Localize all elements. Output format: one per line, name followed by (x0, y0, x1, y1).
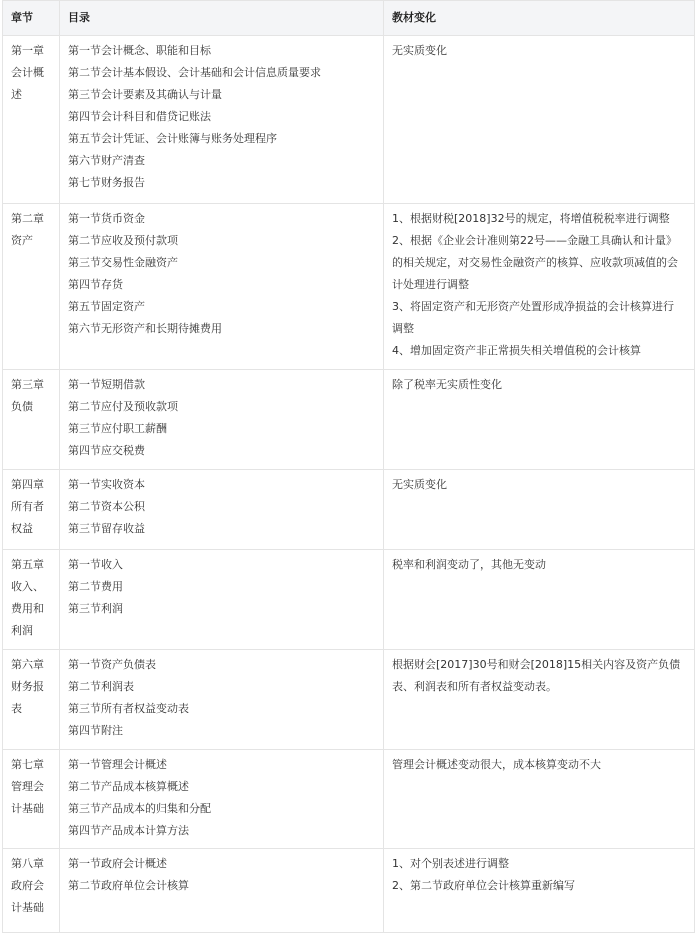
change-line: 根据财会[2017]30号和财会[2018]15相关内容及资产负债 (392, 658, 681, 671)
table-row (3, 370, 695, 470)
chapter-cell (3, 550, 60, 650)
chapter-label: 负债 (11, 400, 33, 413)
changes-cell (384, 849, 695, 933)
chapter-cell (3, 849, 60, 933)
section-item: 第五节固定资产 (68, 300, 145, 313)
chapter-label: 政府会 (11, 879, 44, 892)
chapter-cell (3, 750, 60, 849)
chapter-label: 第四章 (11, 478, 44, 491)
section-item: 第三节应付职工薪酬 (68, 422, 167, 435)
section-item: 第一节管理会计概述 (68, 758, 167, 771)
contents-cell (60, 470, 384, 550)
change-line: 调整 (392, 322, 414, 335)
header-row (3, 1, 695, 36)
section-item: 第三节留存收益 (68, 522, 145, 535)
section-item: 第四节附注 (68, 724, 123, 737)
change-line: 税率和利润变动了，其他无变动 (392, 558, 546, 571)
chapter-cell (3, 36, 60, 204)
table-row (3, 849, 695, 933)
contents-cell (60, 370, 384, 470)
section-item: 第三节利润 (68, 602, 123, 615)
chapter-label: 计基础 (11, 901, 44, 914)
section-item: 第一节实收资本 (68, 478, 145, 491)
chapter-label: 收入、 (11, 580, 44, 593)
syllabus-table (2, 0, 695, 933)
chapter-label: 第三章 (11, 378, 44, 391)
change-line: 的相关规定，对交易性金融资产的核算、应收款项减值的会 (392, 256, 678, 269)
changes-cell (384, 650, 695, 750)
contents-cell (60, 36, 384, 204)
section-item: 第二节资本公积 (68, 500, 145, 513)
change-line: 管理会计概述变动很大，成本核算变动不大 (392, 758, 601, 771)
changes-cell (384, 470, 695, 550)
section-item: 第六节财产清查 (68, 154, 145, 167)
section-item: 第三节交易性金融资产 (68, 256, 178, 269)
chapter-label: 第一章 (11, 44, 44, 57)
change-line: 无实质变化 (392, 44, 447, 57)
header-changes: 教材变化 (384, 1, 695, 36)
section-item: 第四节产品成本计算方法 (68, 824, 189, 837)
section-item: 第六节无形资产和长期待摊费用 (68, 322, 222, 335)
change-line: 1、根据财税[2018]32号的规定，将增值税税率进行调整 (392, 212, 670, 225)
chapter-label: 表 (11, 702, 22, 715)
change-line: 2、第二节政府单位会计核算重新编写 (392, 879, 575, 892)
contents-cell (60, 849, 384, 933)
section-item: 第三节所有者权益变动表 (68, 702, 189, 715)
table-row (3, 470, 695, 550)
chapter-label: 计基础 (11, 802, 44, 815)
section-item: 第一节政府会计概述 (68, 857, 167, 870)
section-item: 第四节存货 (68, 278, 123, 291)
table-row (3, 750, 695, 849)
section-item: 第二节应收及预付款项 (68, 234, 178, 247)
chapter-label: 权益 (11, 522, 33, 535)
changes-cell (384, 750, 695, 849)
change-line: 2、根据《企业会计准则第22号——金融工具确认和计量》 (392, 234, 677, 247)
chapter-label: 第八章 (11, 857, 44, 870)
chapter-label: 费用和 (11, 602, 44, 615)
section-item: 第七节财务报告 (68, 176, 145, 189)
chapter-label: 利润 (11, 624, 33, 637)
table-row (3, 650, 695, 750)
section-item: 第一节货币资金 (68, 212, 145, 225)
section-item: 第三节产品成本的归集和分配 (68, 802, 211, 815)
table-row (3, 550, 695, 650)
section-item: 第一节资产负债表 (68, 658, 156, 671)
changes-cell (384, 204, 695, 370)
header-contents: 目录 (60, 1, 384, 36)
section-item: 第一节会计概念、职能和目标 (68, 44, 211, 57)
change-line: 1、对个别表述进行调整 (392, 857, 509, 870)
chapter-label: 第五章 (11, 558, 44, 571)
change-line: 无实质变化 (392, 478, 447, 491)
section-item: 第二节产品成本核算概述 (68, 780, 189, 793)
changes-cell (384, 550, 695, 650)
change-line: 除了税率无实质性变化 (392, 378, 502, 391)
chapter-label: 资产 (11, 234, 33, 247)
chapter-label: 财务报 (11, 680, 44, 693)
section-item: 第二节应付及预收款项 (68, 400, 178, 413)
contents-cell (60, 750, 384, 849)
chapter-cell (3, 204, 60, 370)
section-item: 第二节会计基本假设、会计基础和会计信息质量要求 (68, 66, 321, 79)
changes-cell (384, 36, 695, 204)
section-item: 第五节会计凭证、会计账簿与账务处理程序 (68, 132, 277, 145)
chapter-label: 所有者 (11, 500, 44, 513)
contents-cell (60, 650, 384, 750)
section-item: 第一节收入 (68, 558, 123, 571)
chapter-label: 第二章 (11, 212, 44, 225)
table-row (3, 204, 695, 370)
chapter-cell (3, 370, 60, 470)
table-row (3, 36, 695, 204)
section-item: 第二节政府单位会计核算 (68, 879, 189, 892)
chapter-cell (3, 470, 60, 550)
chapter-label: 第七章 (11, 758, 44, 771)
chapter-label: 会计概 (11, 66, 44, 79)
contents-cell (60, 550, 384, 650)
section-item: 第四节会计科目和借贷记账法 (68, 110, 211, 123)
change-line: 3、将固定资产和无形资产处置形成净损益的会计核算进行 (392, 300, 674, 313)
change-line: 4、增加固定资产非正常损失相关增值税的会计核算 (392, 344, 641, 357)
chapter-label: 第六章 (11, 658, 44, 671)
header-chapter: 章节 (3, 1, 60, 36)
section-item: 第二节费用 (68, 580, 123, 593)
change-line: 表、利润表和所有者权益变动表。 (392, 680, 557, 693)
changes-cell (384, 370, 695, 470)
section-item: 第四节应交税费 (68, 444, 145, 457)
section-item: 第二节利润表 (68, 680, 134, 693)
chapter-label: 管理会 (11, 780, 44, 793)
change-line: 计处理进行调整 (392, 278, 469, 291)
section-item: 第三节会计要素及其确认与计量 (68, 88, 222, 101)
chapter-cell (3, 650, 60, 750)
contents-cell (60, 204, 384, 370)
chapter-label: 述 (11, 88, 22, 101)
section-item: 第一节短期借款 (68, 378, 145, 391)
